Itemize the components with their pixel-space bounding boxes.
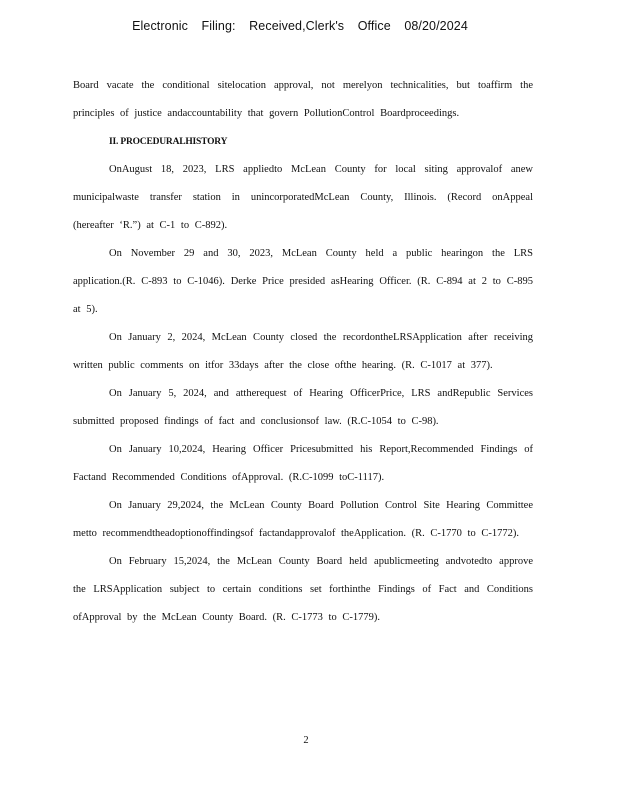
paragraph-board-approval: On February 15,2024, the McLean County Board held apublicmeeting andvotedto approve the LRSApplication subject to certain conditions set forthinthe Findings of Fact and Conditions ofApproval by the McLean County Board. (R. C-1773 to C-1779). bbox=[73, 556, 533, 623]
page-number: 2 bbox=[303, 735, 309, 746]
paragraph-public-hearing: On November 29 and 30, 2023, McLean County held a public hearingon the LRS application.(R. C-893 to C-1046). Derke Price presided asHearing Officer. (R. C-894 at 2 to C-895 at 5). bbox=[73, 248, 533, 315]
section-heading: II. PROCEDURALHISTORY bbox=[109, 137, 228, 147]
paragraph-application: OnAugust 18, 2023, LRS appliedto McLean County for local siting approvalof anew municipalwaste transfer station in unincorporatedMcLean County, Illinois. (Record onAppeal (hereafter ‘R.”) at C-1 to C-892). bbox=[73, 164, 533, 231]
paragraph-committee-recommendation: On January 29,2024, the McLean County Board Pollution Control Site Hearing Committee metto recommendtheadoptionoffindingsof factandapprovalof theApplication. (R. C-1770 to C-1772). bbox=[73, 500, 533, 539]
filing-stamp-header: Electronic Filing: Received,Clerk's Office 08/20/2024 bbox=[132, 19, 468, 33]
paragraph-hearing-officer-report: On January 10,2024, Hearing Officer Pricesubmitted his Report,Recommended Findings of Factand Recommended Conditions ofApproval. (R.C-1099 toC-1117). bbox=[73, 444, 533, 483]
intro-paragraph: Board vacate the conditional sitelocation approval, not merelyon technicalities, but toaffirm the principles of justice andaccountability that govern PollutionControl Boardproceedings. bbox=[73, 80, 533, 119]
document-body bbox=[73, 72, 533, 632]
paragraph-proposed-findings: On January 5, 2024, and attherequest of Hearing OfficerPrice, LRS andRepublic Services submitted proposed findings of fact and conclusionsof law. (R.C-1054 to C-98). bbox=[73, 388, 533, 427]
paragraph-record-closed: On January 2, 2024, McLean County closed the recordontheLRSApplication after receiving written public comments on itfor 33days after the close ofthe hearing. (R. C-1017 at 377). bbox=[73, 332, 533, 371]
